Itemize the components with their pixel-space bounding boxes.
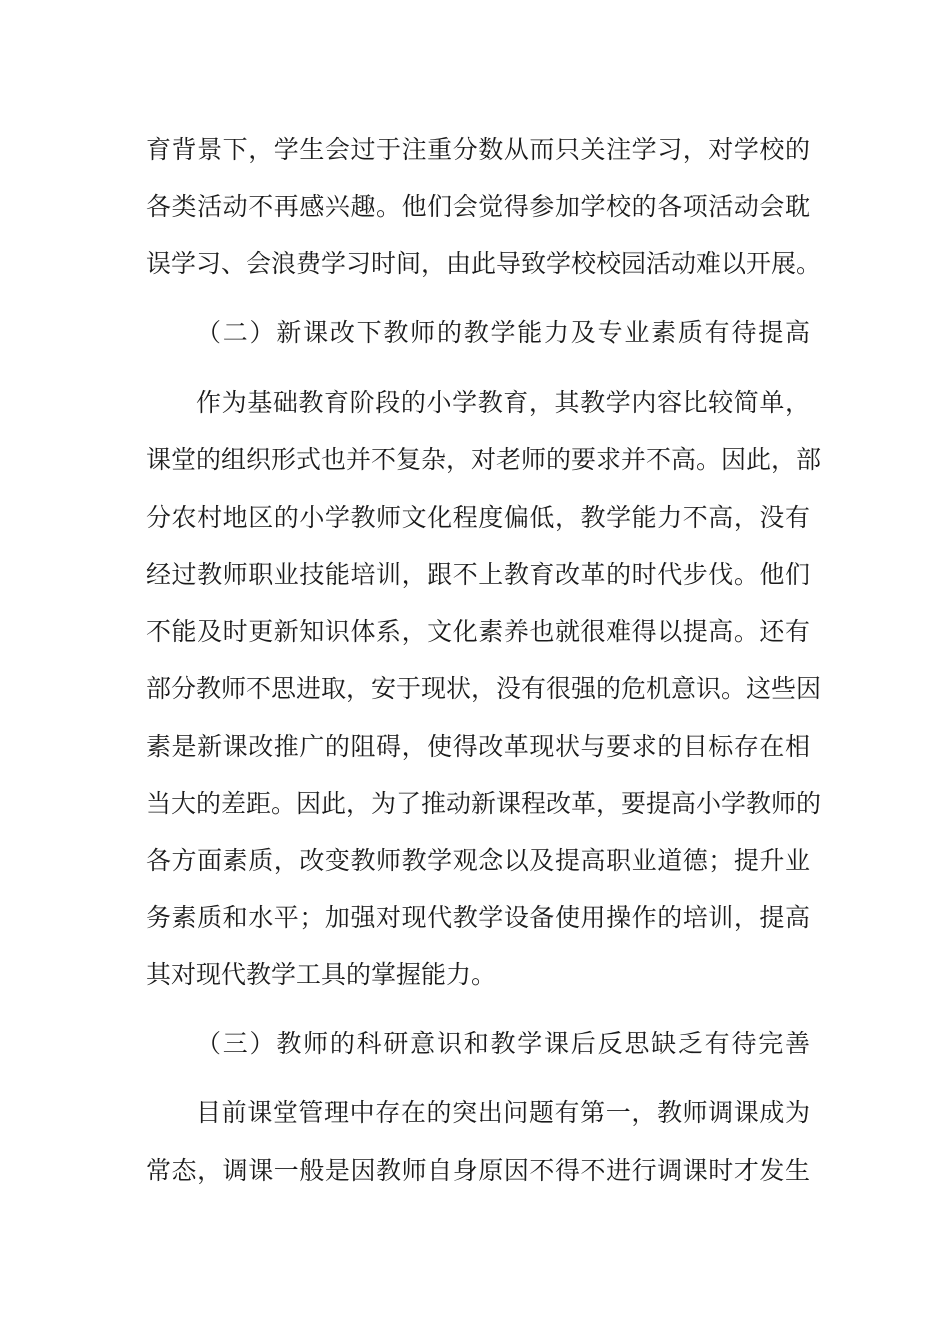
paragraph-2-line-4: 经过教师职业技能培训，跟不上教育改革的时代步伐。他们 bbox=[146, 560, 810, 589]
paragraph-2-line-1: 作为基础教育阶段的小学教育，其教学内容比较简单， bbox=[196, 388, 810, 417]
paragraph-2-line-2: 课堂的组织形式也并不复杂，对老师的要求并不高。因此，部 bbox=[146, 445, 822, 474]
paragraph-3-line-2: 常态，调课一般是因教师自身原因不得不进行调课时才发生 bbox=[146, 1156, 810, 1185]
paragraph-2-line-5: 不能及时更新知识体系，文化素养也就很难得以提高。还有 bbox=[146, 617, 810, 646]
paragraph-1-line-2: 各类活动不再感兴趣。他们会觉得参加学校的各项活动会耽 bbox=[146, 192, 810, 221]
paragraph-1-line-1: 育背景下，学生会过于注重分数从而只关注学习，对学校的 bbox=[146, 135, 810, 164]
section-heading-2: （二）新课改下教师的教学能力及专业素质有待提高 bbox=[196, 318, 810, 347]
paragraph-1-line-3: 误学习、会浪费学习时间，由此导致学校校园活动难以开展。 bbox=[146, 249, 822, 278]
paragraph-2-line-9: 各方面素质，改变教师教学观念以及提高职业道德；提升业 bbox=[146, 846, 810, 875]
paragraph-2-line-8: 当大的差距。因此，为了推动新课程改革，要提高小学教师的 bbox=[146, 789, 822, 818]
paragraph-3-line-1: 目前课堂管理中存在的突出问题有第一，教师调课成为 bbox=[196, 1098, 810, 1127]
section-heading-3: （三）教师的科研意识和教学课后反思缺乏有待完善 bbox=[196, 1029, 810, 1058]
paragraph-2-line-6: 部分教师不思进取，安于现状，没有很强的危机意识。这些因 bbox=[146, 674, 822, 703]
paragraph-2-line-7: 素是新课改推广的阻碍，使得改革现状与要求的目标存在相 bbox=[146, 732, 810, 761]
paragraph-2-line-10: 务素质和水平；加强对现代教学设备使用操作的培训，提高 bbox=[146, 903, 810, 932]
paragraph-2-line-3: 分农村地区的小学教师文化程度偏低，教学能力不高，没有 bbox=[146, 503, 810, 532]
paragraph-2-line-11: 其对现代教学工具的掌握能力。 bbox=[146, 960, 497, 989]
